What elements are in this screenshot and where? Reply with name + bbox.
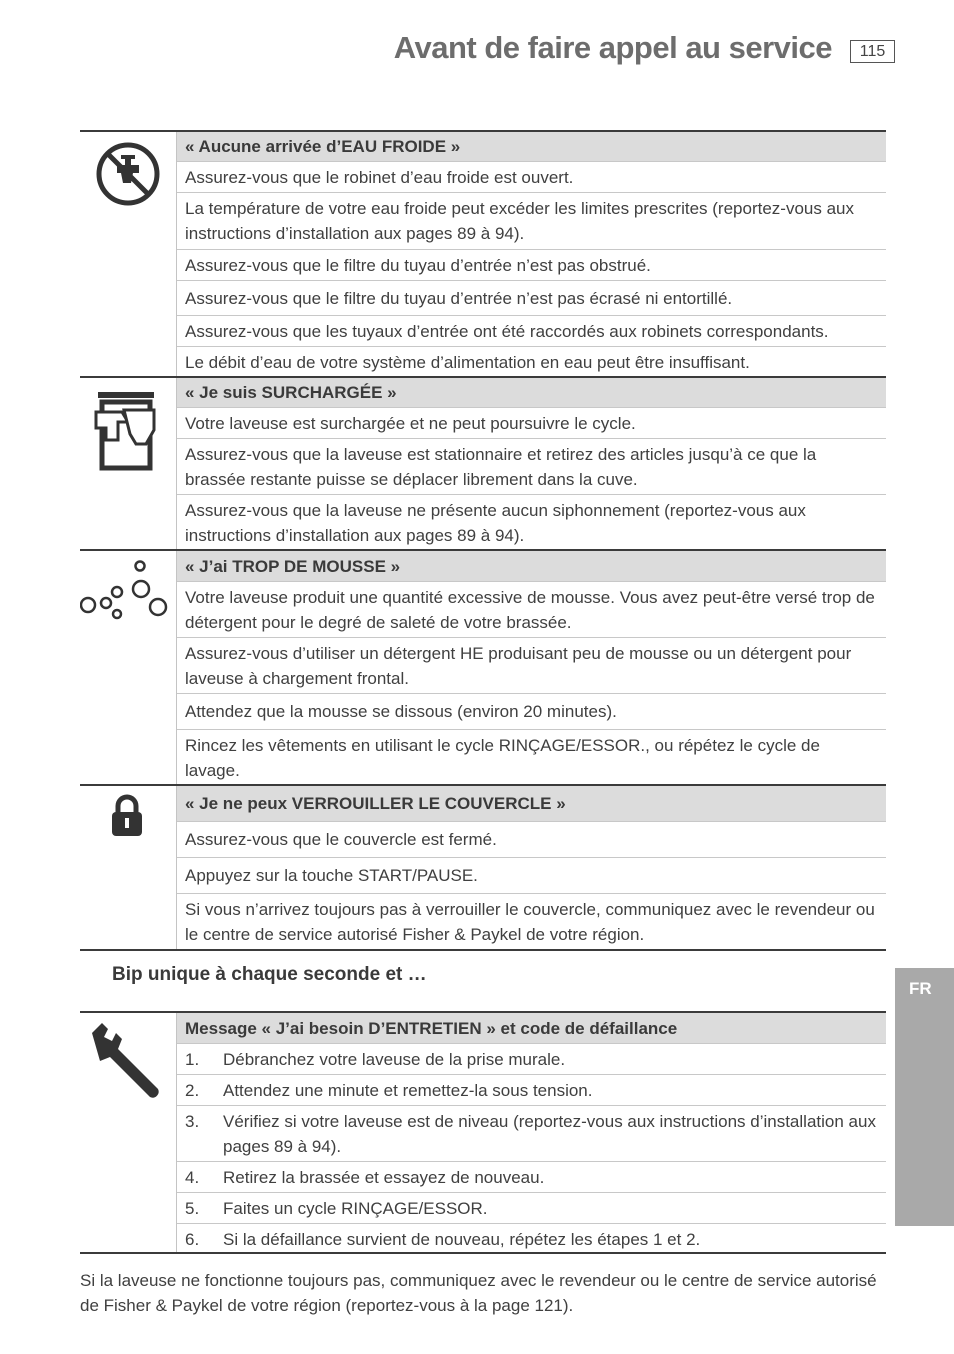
step-number: 3.	[185, 1112, 200, 1131]
section-heading: « Aucune arrivée d’EAU FROIDE »	[177, 132, 886, 162]
step-text: Vérifiez si votre laveuse est de niveau (reportez-vous aux instructions d’installation aux pages 89 à 94).	[223, 1112, 876, 1156]
step-text: Si la défaillance survient de nouveau, répétez les étapes 1 et 2.	[223, 1230, 701, 1249]
step-number: 6.	[185, 1230, 200, 1249]
step-item	[177, 1224, 886, 1255]
list-item: La température de votre eau froide peut excéder les limites prescrites (reportez-vous aux instructions d’installation aux pages 89 à 94).	[177, 193, 886, 250]
step-text: Débranchez votre laveuse de la prise murale.	[223, 1050, 566, 1069]
section-too-much-suds	[80, 549, 886, 786]
section-heading: Message « J’ai besoin D’ENTRETIEN » et code de défaillance	[177, 1013, 886, 1044]
step-number: 2.	[185, 1081, 200, 1100]
step-item	[177, 1162, 886, 1193]
section-heading: « J’ai TROP DE MOUSSE »	[177, 551, 886, 582]
list-item: Assurez-vous que le filtre du tuyau d’entrée n’est pas écrasé ni entortillé.	[177, 281, 886, 316]
list-item: Appuyez sur la touche START/PAUSE.	[177, 858, 886, 894]
step-item	[177, 1193, 886, 1224]
section-service-fault-code	[80, 1011, 886, 1254]
list-item: Si vous n’arrivez toujours pas à verrouiller le couvercle, communiquez avec le revendeur ou le centre de service autorisé Fisher & Paykel de votre région.	[185, 899, 875, 944]
list-item: Le débit d’eau de votre système d’alimentation en eau peut être insuffisant.	[185, 352, 750, 372]
no-water-tap-icon	[95, 141, 161, 207]
lock-icon	[110, 794, 144, 838]
list-item: Attendez que la mousse se dissous (environ 20 minutes).	[177, 694, 886, 730]
list-item: Assurez-vous d’utiliser un détergent HE produisant peu de mousse ou un détergent pour laveuse à chargement frontal.	[177, 638, 886, 694]
step-text: Faites un cycle RINÇAGE/ESSOR.	[223, 1199, 488, 1218]
step-item	[177, 1075, 886, 1106]
wrench-icon	[86, 1019, 170, 1103]
section-heading: « Je ne peux VERROUILLER LE COUVERCLE »	[177, 786, 886, 822]
section-heading: « Je suis SURCHARGÉE »	[177, 378, 886, 408]
section-no-cold-water	[80, 130, 886, 378]
list-item: Rincez les vêtements en utilisant le cycle RINÇAGE/ESSOR., ou répétez le cycle de lavage.	[185, 736, 820, 780]
step-item	[177, 1044, 886, 1075]
step-item	[177, 1106, 886, 1162]
list-item: Votre laveuse est surchargée et ne peut poursuivre le cycle.	[177, 408, 886, 439]
step-text: Retirez la brassée et essayez de nouveau.	[223, 1168, 545, 1187]
footer-note: Si la laveuse ne fonctionne toujours pas, communiquez avec le revendeur ou le centre de service autorisé de Fisher & Paykel de votre région (reportez-vous à la page 121).	[80, 1271, 877, 1315]
list-item: Assurez-vous que le filtre du tuyau d’entrée n’est pas obstrué.	[177, 250, 886, 281]
beep-subheading: Bip unique à chaque seconde et …	[112, 964, 427, 985]
step-text: Attendez une minute et remettez-la sous tension.	[223, 1081, 593, 1100]
step-number: 4.	[185, 1168, 200, 1187]
page-number: 115	[850, 40, 895, 63]
list-item: Assurez-vous que la laveuse ne présente aucun siphonnement (reportez-vous aux instructions d’installation aux pages 89 à 94).	[185, 501, 806, 545]
list-item: Assurez-vous que les tuyaux d’entrée ont été raccordés aux robinets correspondants.	[177, 316, 886, 347]
page-title: Avant de faire appel au service	[393, 30, 832, 65]
step-number: 1.	[185, 1050, 200, 1069]
list-item: Votre laveuse produit une quantité excessive de mousse. Vous avez peut-être versé trop de détergent pour le degré de saleté de votre brassée.	[177, 582, 886, 638]
list-item: Assurez-vous que le robinet d’eau froide est ouvert.	[177, 162, 886, 193]
language-tab	[895, 968, 954, 1226]
step-number: 5.	[185, 1199, 200, 1218]
overloaded-basket-icon	[94, 390, 160, 472]
list-item: Assurez-vous que la laveuse est stationnaire et retirez des articles jusqu’à ce que la brassée restante puisse se déplacer librement dans la cuve.	[177, 439, 886, 495]
suds-bubbles-icon	[80, 559, 170, 623]
section-cannot-lock-lid	[80, 784, 886, 951]
language-tab-label: FR	[909, 979, 932, 998]
list-item: Assurez-vous que le couvercle est fermé.	[177, 822, 886, 858]
section-overloaded	[80, 376, 886, 551]
